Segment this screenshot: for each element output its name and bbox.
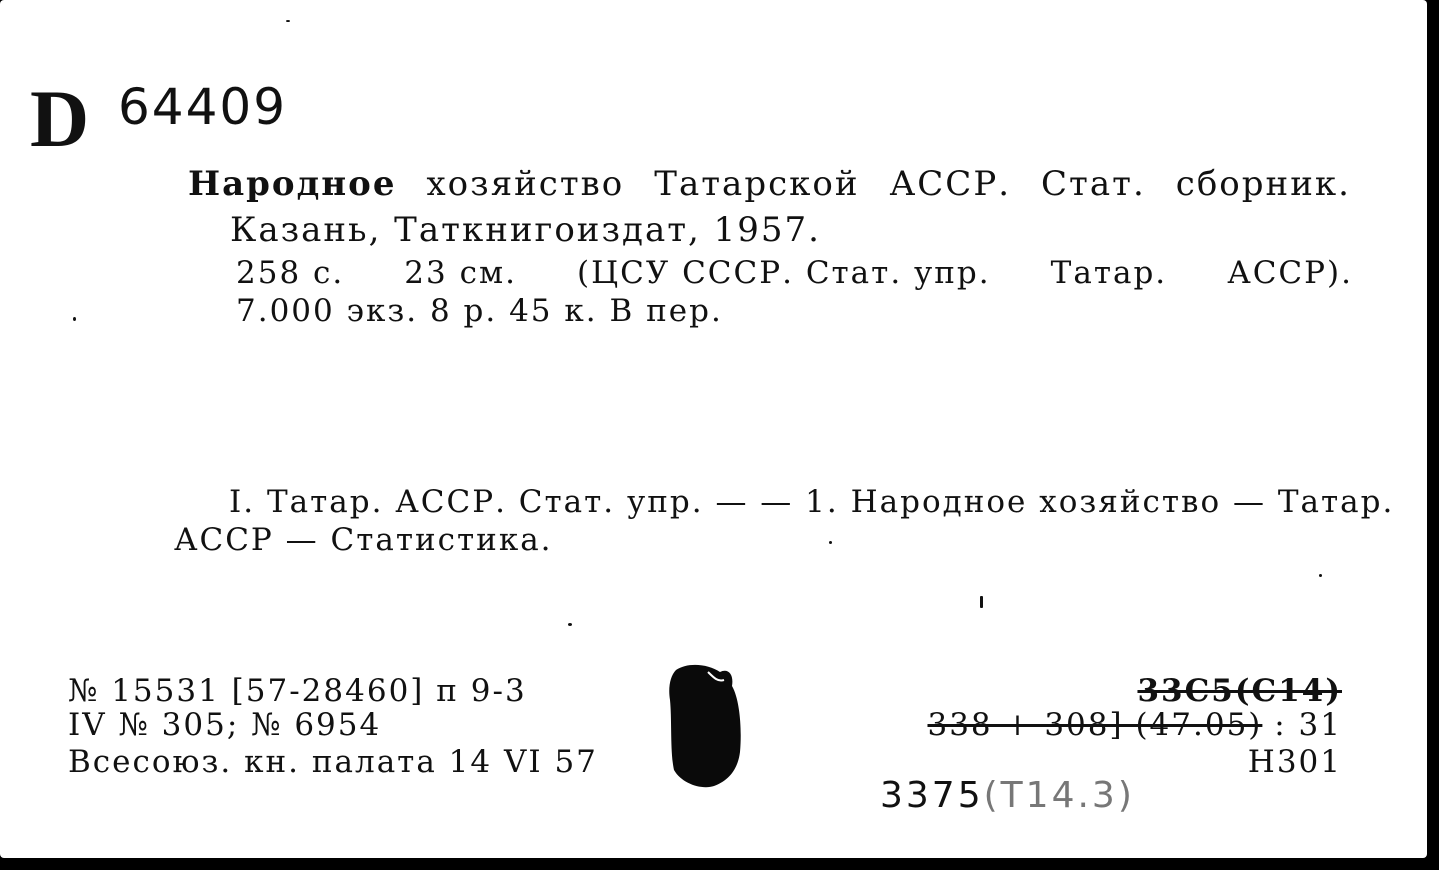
- imprint-line: Казань, Таткнигоиздат, 1957.: [230, 210, 821, 250]
- title-bold-word: Народное: [188, 164, 397, 204]
- collation-part: 258 с.: [236, 255, 345, 291]
- classification-struck: 33С5(С14): [1137, 673, 1342, 709]
- handwritten-tail: (Т14.3): [983, 775, 1135, 816]
- title-line: [188, 164, 1351, 204]
- title-word: сборник.: [1175, 164, 1351, 204]
- title-word: АССР.: [889, 164, 1012, 204]
- ink-speck: [829, 541, 832, 544]
- edition-line: 7.000 экз. 8 р. 45 к. В пер.: [236, 293, 723, 329]
- collation-part: АССР).: [1227, 255, 1353, 291]
- collation-part: Татар.: [1050, 255, 1168, 291]
- collation-part: (ЦСУ СССР. Стат. упр.: [576, 255, 991, 291]
- collation-part: 23 см.: [404, 255, 517, 291]
- ink-speck: [286, 20, 290, 22]
- subject-line-2: АССР — Статистика.: [174, 522, 553, 558]
- collation-line: [236, 255, 1353, 291]
- registry-line-1: № 15531 [57-28460] п 9-3: [68, 673, 527, 709]
- handwritten-note: [880, 775, 1135, 816]
- ink-speck: [73, 317, 76, 321]
- title-word: хозяйство: [426, 164, 625, 204]
- subject-line-1: [229, 484, 1395, 520]
- handwritten-main: 3375: [880, 775, 984, 816]
- ink-speck: [980, 596, 983, 608]
- classification-tail: : 31: [1262, 707, 1342, 743]
- classification-struck-part: 338 + 308] (47.05): [927, 707, 1263, 743]
- punch-hole: [668, 660, 748, 790]
- registry-line-3: Всесоюз. кн. палата 14 VI 57: [68, 744, 598, 780]
- card-number: 64409: [118, 78, 288, 136]
- subject-text: I. Татар. АССР. Стат. упр. — — 1. Народное хозяйство — Татар.: [229, 484, 1395, 520]
- title-word: Стат.: [1041, 164, 1146, 204]
- classification-line-3: Н301: [1247, 744, 1342, 780]
- card-letter: D: [30, 73, 90, 164]
- classification-line-2: [927, 707, 1342, 743]
- ink-speck: [568, 623, 572, 626]
- ink-speck: [1319, 574, 1322, 577]
- title-word: Татарской: [654, 164, 860, 204]
- registry-line-2: IV № 305; № 6954: [68, 707, 382, 743]
